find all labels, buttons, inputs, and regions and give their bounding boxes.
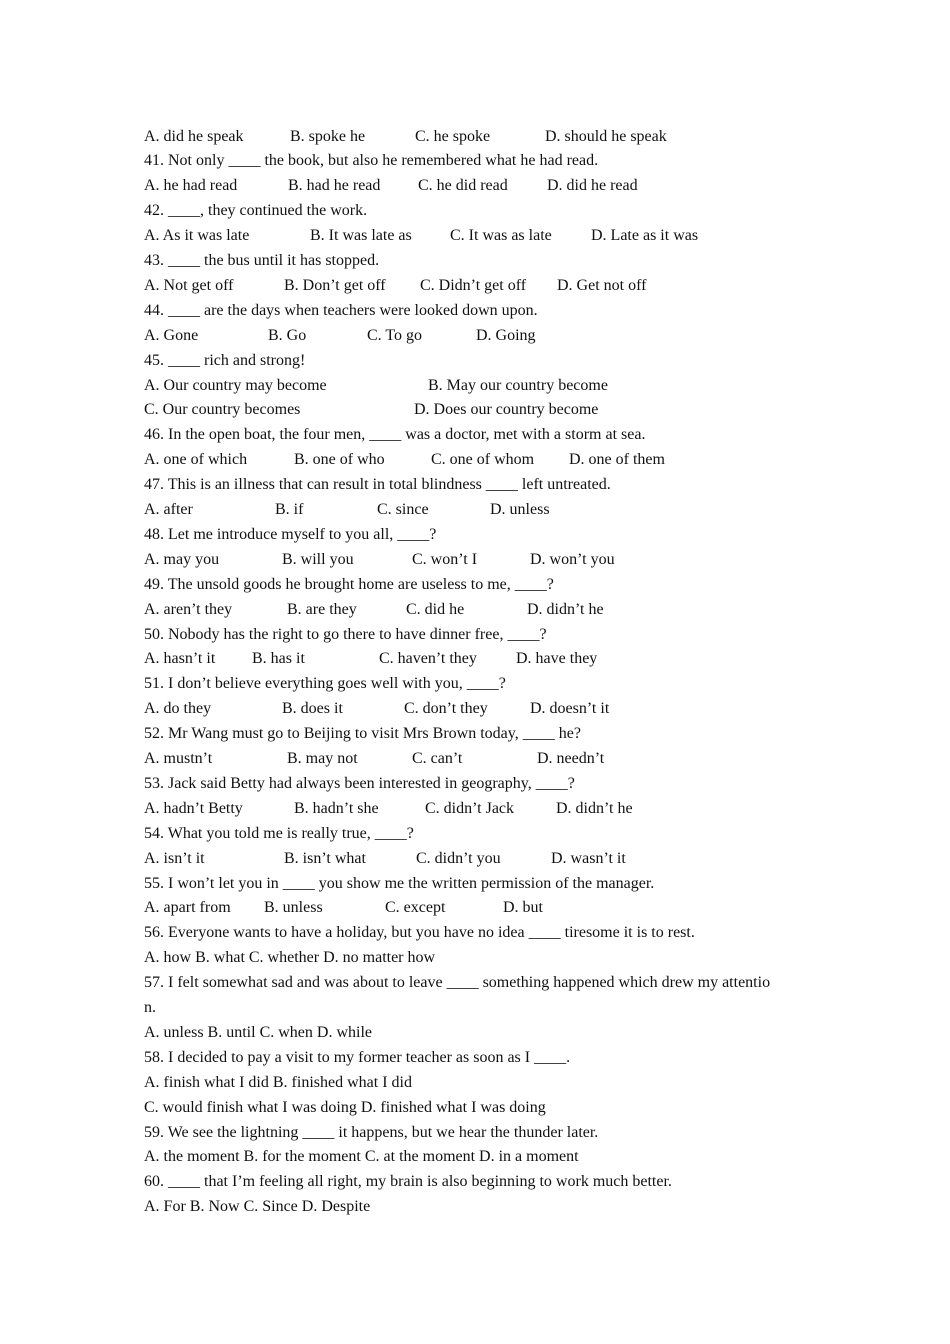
question-text: 56. Everyone wants to have a holiday, but you have no idea ____ tiresome it is to rest. <box>144 924 695 942</box>
answer-option: D. Does our country become <box>414 401 599 419</box>
options-row <box>144 224 809 249</box>
options-row <box>144 598 809 623</box>
options-row <box>144 274 809 299</box>
options-row <box>144 398 809 423</box>
answer-option: C. since <box>377 501 429 518</box>
question-text: A. unless B. until C. when D. while <box>144 1023 372 1041</box>
options-row <box>144 896 809 921</box>
question-text: 41. Not only ____ the book, but also he remembered what he had read. <box>144 152 599 170</box>
answer-option: B. may not <box>287 750 358 767</box>
options-row <box>144 448 809 473</box>
answer-option: A. mustn’t <box>144 750 213 767</box>
answer-option: A. Not get off <box>144 276 234 294</box>
answer-option: C. won’t I <box>412 550 478 568</box>
question-text: A. finish what I did B. finished what I did <box>144 1073 412 1091</box>
options-row <box>144 324 809 349</box>
answer-option: A. Gone <box>144 326 199 344</box>
options-row <box>144 797 809 822</box>
answer-option: A. may you <box>144 550 220 568</box>
answer-option: D. needn’t <box>537 750 605 767</box>
answer-option: C. Didn’t get off <box>420 276 527 294</box>
answer-option: A. do they <box>144 700 212 718</box>
answer-option: B. if <box>275 501 304 518</box>
answer-option: D. should he speak <box>545 127 667 145</box>
question-text: C. would finish what I was doing D. finished what I was doing <box>144 1098 546 1116</box>
answer-option: C. did he <box>406 600 465 618</box>
answer-option: D. doesn’t it <box>530 700 610 718</box>
options-row <box>144 174 809 199</box>
answer-option: A. after <box>144 501 193 518</box>
answer-option: A. one of which <box>144 451 248 469</box>
answer-option: B. It was late as <box>310 227 412 245</box>
answer-option: D. didn’t he <box>556 799 633 817</box>
answer-option: A. hasn’t it <box>144 650 216 668</box>
answer-option: B. has it <box>252 650 305 668</box>
answer-option: C. didn’t you <box>416 849 501 867</box>
options-row <box>144 374 809 399</box>
question-text: 45. ____ rich and strong! <box>144 351 306 369</box>
question-text: 43. ____ the bus until it has stopped. <box>144 252 380 269</box>
question-text: 55. I won’t let you in ____ you show me the written permission of the manager. <box>144 874 655 892</box>
answer-option: C. To go <box>367 326 423 344</box>
answer-option: D. won’t you <box>530 550 615 568</box>
options-row <box>144 697 809 722</box>
answer-option: D. Late as it was <box>591 227 699 245</box>
answer-option: D. Going <box>476 326 536 344</box>
answer-option: C. Our country becomes <box>144 401 301 419</box>
options-row <box>144 747 809 772</box>
answer-option: A. Our country may become <box>144 376 327 394</box>
answer-option: D. Get not off <box>557 276 647 294</box>
question-text: 51. I don’t believe everything goes well with you, ____? <box>144 675 506 693</box>
answer-option: C. one of whom <box>431 451 535 469</box>
answer-option: A. apart from <box>144 899 231 917</box>
answer-option: C. It was as late <box>450 227 552 245</box>
question-text: 48. Let me introduce myself to you all, ____? <box>144 525 437 543</box>
question-text: 59. We see the lightning ____ it happens, but we hear the thunder later. <box>144 1123 599 1141</box>
answer-option: B. will you <box>282 550 354 568</box>
question-text: 58. I decided to pay a visit to my former teacher as soon as I ____. <box>144 1048 571 1066</box>
question-text: A. For B. Now C. Since D. Despite <box>144 1198 371 1216</box>
answer-option: B. Go <box>268 326 307 344</box>
options-row <box>144 647 809 672</box>
answer-option: D. unless <box>490 501 550 518</box>
options-row <box>144 125 809 150</box>
answer-option: B. isn’t what <box>284 849 366 867</box>
answer-option: B. Don’t get off <box>284 276 386 294</box>
answer-option: D. but <box>503 899 543 917</box>
answer-option: D. have they <box>516 650 598 668</box>
question-text: 57. I felt somewhat sad and was about to leave ____ something happened which drew my attentio <box>144 974 771 992</box>
question-text: 60. ____ that I’m feeling all right, my brain is also beginning to work much better. <box>144 1173 672 1191</box>
question-text: n. <box>144 999 156 1016</box>
answer-option: B. does it <box>282 700 343 718</box>
question-text: 52. Mr Wang must go to Beijing to visit Mrs Brown today, ____ he? <box>144 725 581 743</box>
answer-option: C. can’t <box>412 750 463 767</box>
answer-option: A. hadn’t Betty <box>144 799 243 817</box>
options-row <box>144 847 809 872</box>
answer-option: A. isn’t it <box>144 849 205 867</box>
answer-option: B. May our country become <box>428 376 608 394</box>
answer-option: C. except <box>385 899 446 917</box>
answer-option: D. did he read <box>547 177 638 195</box>
answer-option: A. he had read <box>144 177 238 195</box>
answer-option: C. didn’t Jack <box>425 799 515 817</box>
question-text: 53. Jack said Betty had always been interested in geography, ____? <box>144 774 575 792</box>
question-text: A. how B. what C. whether D. no matter how <box>144 949 436 967</box>
answer-option: B. spoke he <box>290 127 366 145</box>
answer-option: C. he did read <box>418 177 508 195</box>
answer-option: D. one of them <box>569 451 665 469</box>
answer-option: A. aren’t they <box>144 600 233 618</box>
answer-option: C. haven’t they <box>379 650 477 668</box>
answer-option: C. he spoke <box>415 127 491 145</box>
answer-option: A. As it was late <box>144 227 250 245</box>
answer-option: A. did he speak <box>144 127 244 145</box>
options-row <box>144 548 809 573</box>
answer-option: D. didn’t he <box>527 600 604 618</box>
question-text: 44. ____ are the days when teachers were looked down upon. <box>144 301 538 319</box>
question-text: 42. ____, they continued the work. <box>144 202 368 220</box>
answer-option: B. one of who <box>294 451 385 469</box>
question-text: 50. Nobody has the right to go there to have dinner free, ____? <box>144 625 547 643</box>
question-text: 49. The unsold goods he brought home are useless to me, ____? <box>144 575 554 593</box>
question-text: 47. This is an illness that can result in total blindness ____ left untreated. <box>144 476 611 494</box>
answer-option: B. are they <box>287 600 357 618</box>
question-text: 54. What you told me is really true, ____? <box>144 824 414 842</box>
answer-option: B. had he read <box>288 177 381 195</box>
answer-option: B. hadn’t she <box>294 799 379 817</box>
answer-option: C. don’t they <box>404 700 488 718</box>
question-text: A. the moment B. for the moment C. at the moment D. in a moment <box>144 1148 579 1166</box>
answer-option: B. unless <box>264 899 323 917</box>
answer-option: D. wasn’t it <box>551 849 626 867</box>
question-text: 46. In the open boat, the four men, ____ was a doctor, met with a storm at sea. <box>144 426 646 444</box>
options-row <box>144 498 809 523</box>
